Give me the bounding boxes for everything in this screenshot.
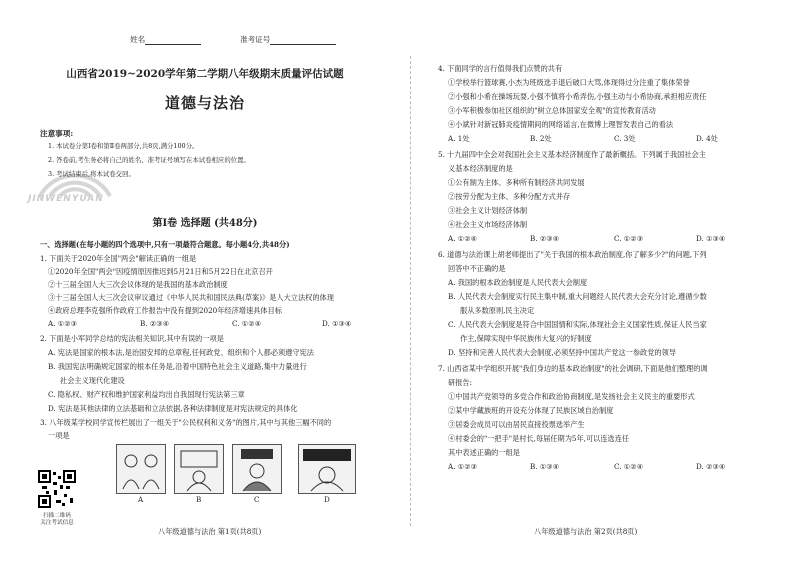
- question-line: ①中国共产党领导的多党合作和政治协商制度,是发扬社会主义民主的重要形式: [448, 392, 695, 401]
- note-item: 1. 本试卷分第Ⅰ卷和第Ⅱ卷两部分,共8页,满分100分。: [48, 142, 199, 150]
- picture-label: A: [138, 495, 144, 504]
- option: C. ①②④: [614, 462, 644, 471]
- question-line: ③社会主义计划经济体制: [448, 206, 528, 215]
- question-line: 其中表述正确的一组是: [448, 448, 520, 457]
- option: C. ①②④: [232, 319, 262, 328]
- qr-caption: 关注考试信息: [40, 520, 74, 526]
- option: A. ①②③: [48, 319, 78, 328]
- picture-label: D: [324, 495, 330, 504]
- exam-number-label: 准考证号: [240, 35, 271, 44]
- question-line: ①2020年全国"两会"因疫情原因推迟到5月21日和5月22日在北京召开: [48, 267, 273, 276]
- option: B. ①③④: [530, 462, 560, 471]
- question-line: C. 隐私权、财产权和维护国家利益均出自我国现行宪法第三章: [48, 390, 245, 399]
- notes-heading: 注意事项:: [40, 129, 74, 138]
- option: B. ②③④: [140, 319, 170, 328]
- page-footer-right: 八年级道德与法治 第2页(共8页): [534, 527, 638, 536]
- picture-label: B: [196, 495, 202, 504]
- cartoon-poster-icon: [233, 445, 281, 493]
- picture-b: [174, 444, 224, 494]
- question-line: ④政府总理李克强所作政府工作报告中没有提到2020年经济增速具体目标: [48, 306, 282, 315]
- question-line: 作主,保障实现中华民族伟大复兴的好制度: [460, 334, 592, 343]
- question-line: ④村委会的"一把手"是村长,每届任期为5年,可以连选连任: [448, 434, 630, 443]
- right-page: [410, 0, 794, 562]
- page-footer-left: 八年级道德与法治 第1页(共8页): [158, 527, 262, 536]
- question-line: ①学校举行篮球赛,小杰为班级选手退后破口大骂,体现得过分注重了集体荣誉: [448, 78, 690, 87]
- question-line: B. 我国宪法明确规定国家的根本任务是,沿着中国特色社会主义道路,集中力量进行: [48, 362, 307, 371]
- question-line: 1. 下面关于2020年全国"两会"解读正确的一组是: [40, 254, 197, 263]
- cartoon-people-icon: [117, 445, 165, 493]
- option: D. ②③④: [696, 462, 726, 471]
- question-line: 社会主义现代化建设: [60, 376, 125, 385]
- question-line: ②按劳分配为主体、多种分配方式并存: [448, 192, 571, 201]
- option: B. 2处: [530, 134, 552, 143]
- cartoon-classroom-icon: [175, 445, 223, 493]
- question-line: 7. 山西省某中学组织开展"我们身边的基本政治制度"的社会调研,下面是他们整理的调: [438, 364, 708, 373]
- cartoon-law-icon: [299, 445, 355, 493]
- watermark-text: JINWENYUAN: [28, 194, 104, 204]
- option: B. ②③④: [530, 234, 560, 243]
- question-line: 一项是: [48, 431, 70, 440]
- option: C. 3处: [614, 134, 636, 143]
- option: A. ①②③: [448, 462, 478, 471]
- exam-number-field: [240, 34, 336, 45]
- note-item: 2. 答卷前,考生务必将自己的姓名、准考证号填写在本试卷相应的位置。: [48, 156, 250, 164]
- question-line: 2. 下面是小军同学总结的宪法相关知识,其中有误的一项是: [40, 334, 224, 343]
- question-line: ③十三届全国人大三次会议审议通过《中华人民共和国民法典(草案)》是人大立法权的体现: [48, 293, 334, 302]
- option: D. ①③④: [696, 234, 726, 243]
- question-line: ②小强和小希在操场玩耍,小强不慎将小希弄伤,小强主动与小希协商,承担相应责任: [448, 92, 707, 101]
- question-line: ③居委会成员可以由居民直接投票选举产生: [448, 420, 585, 429]
- question-line: B. 人民代表大会制度实行民主集中制,重大问题经人民代表大会充分讨论,遵循少数: [448, 292, 707, 301]
- question-line: ④小斌针对新冠肺炎疫情期间的网络谣言,在微博上理智发表自己的看法: [448, 120, 674, 129]
- section-title: 第Ⅰ卷 选择题 (共48分): [152, 218, 258, 229]
- question-line: ②十三届全国人大三次会议体现的是我国的基本政治制度: [48, 280, 228, 289]
- question-line: 研报告:: [448, 378, 472, 387]
- question-line: 4. 下面同学的言行值得我们点赞的共有: [438, 64, 563, 73]
- option: A. 1处: [448, 134, 470, 143]
- question-line: 回答中不正确的是: [448, 264, 506, 273]
- question-line: 6. 道德与法治课上胡老师提出了"关于我国的根本政治制度,你了解多少?"的问题,下列: [438, 250, 707, 259]
- option: C. ①②③: [614, 234, 644, 243]
- exam-number-underline: [270, 36, 336, 45]
- picture-c: [232, 444, 282, 494]
- question-line: ④社会主义市场经济体制: [448, 220, 528, 229]
- qr-caption: 扫描二维码: [43, 513, 71, 519]
- note-item: 3. 考试结束后,将本试卷交回。: [48, 170, 135, 178]
- option: D. ①③④: [322, 319, 352, 328]
- question-line: 服从多数原则,民主决定: [460, 306, 535, 315]
- subject-title: 道德与法治: [164, 94, 245, 112]
- question-line: 5. 十九届四中全会对我国社会主义基本经济制度作了最新概括。下列属于我国社会主: [438, 150, 706, 159]
- name-field: [130, 34, 201, 45]
- question-line: D. 宪法是其他法律的立法基础和立法依据,各种法律制度是对宪法规定的具体化: [48, 404, 298, 413]
- question-line: A. 我国的根本政治制度是人民代表大会制度: [448, 278, 588, 287]
- question-line: 义基本经济制度的是: [448, 164, 513, 173]
- picture-d: [298, 444, 356, 494]
- question-line: ③小军积极参加社区组织的"树立总体国家安全观"的宣传教育活动: [448, 106, 656, 115]
- exam-title: 山西省2019~2020学年第二学期八年级期末质量评估试题: [66, 68, 344, 80]
- question-line: 3. 八年级某学校同学宣传栏展出了一组关于"公民权利和义务"的图片,其中与其他三幅不同的: [40, 418, 332, 427]
- section-intro: 一、选择题(在每小题的四个选项中,只有一项最符合题意。每小题4分,共48分): [40, 240, 290, 249]
- option: D. 4处: [696, 134, 718, 143]
- question-line: ②某中学藏族班的开设充分体现了民族区域自治制度: [448, 406, 614, 415]
- name-label: 姓名: [130, 35, 146, 44]
- option: A. ①②④: [448, 234, 478, 243]
- question-line: A. 宪法是国家的根本法,是治国安邦的总章程,任何政党、组织和个人都必须遵守宪法: [48, 348, 314, 357]
- picture-label: C: [254, 495, 260, 504]
- picture-a: [116, 444, 166, 494]
- qr-code-icon[interactable]: [38, 470, 76, 508]
- question-line: D. 坚持和完善人民代表大会制度,必须坚持中国共产党这一参政党的领导: [448, 348, 676, 357]
- question-line: ①公有制为主体、多种所有制经济共同发展: [448, 178, 585, 187]
- question-line: C. 人民代表大会制度是符合中国国情和实际,体现社会主义国家性质,保证人民当家: [448, 320, 707, 329]
- name-underline: [145, 36, 201, 45]
